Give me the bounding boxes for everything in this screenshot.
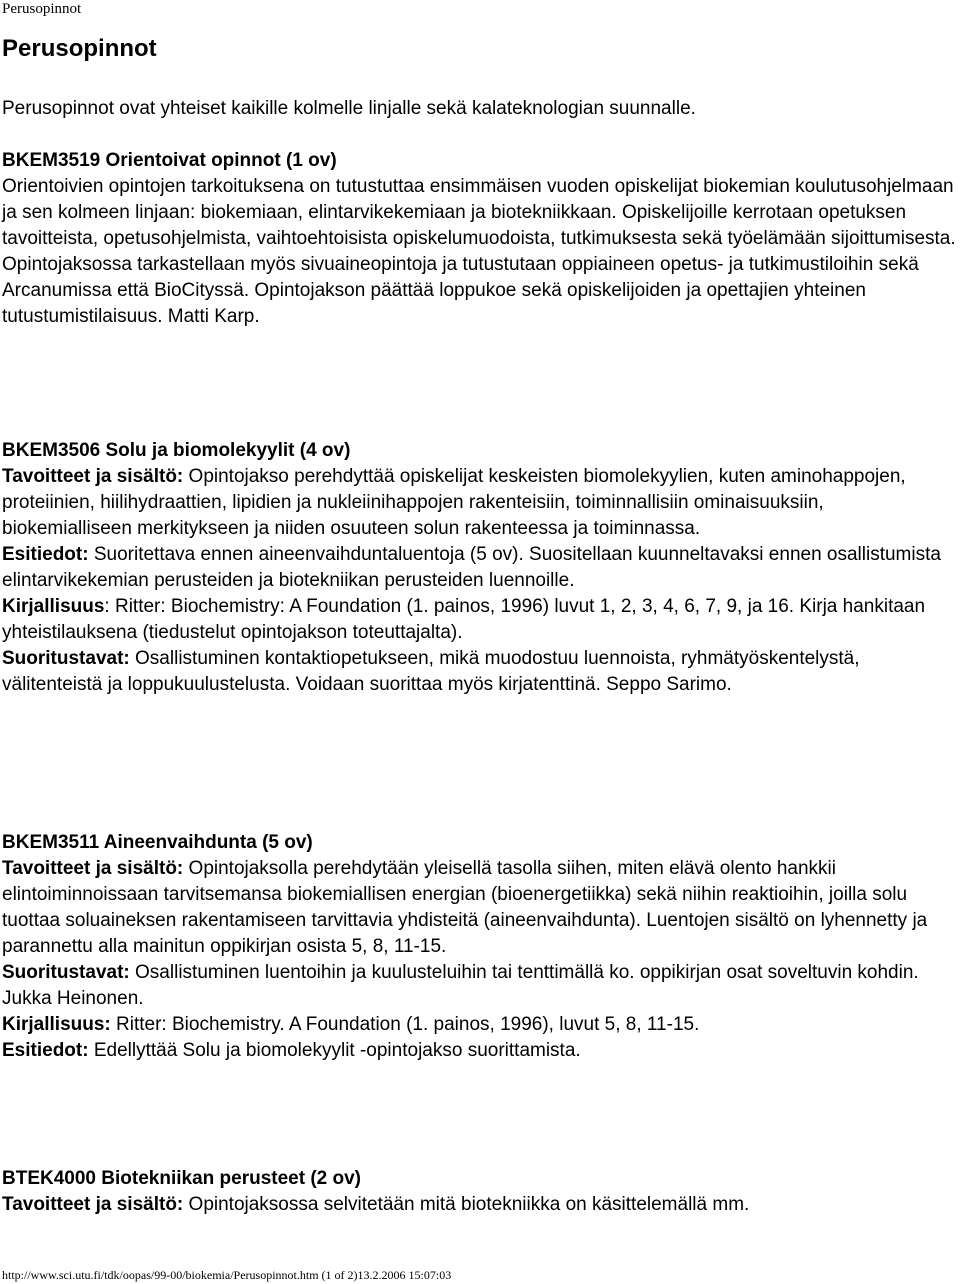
- completion-label: Suoritustavat:: [2, 648, 130, 669]
- course-title: BKEM3511 Aineenvaihdunta (5 ov): [2, 832, 313, 853]
- course-bkem3519: [2, 148, 958, 330]
- literature-text: Ritter: Biochemistry. A Foundation (1. painos, 1996), luvut 5, 8, 11-15.: [110, 1014, 700, 1035]
- prereq-text: Suoritettava ennen aineenvaihduntaluentoja (5 ov). Suositellaan kuunneltavaksi ennen osallistumista elintarvikekemian perusteiden ja biotekniikan perusteiden luennoille.: [2, 544, 941, 591]
- prereq-text: Edellyttää Solu ja biomolekyylit -opintojakso suorittamista.: [88, 1040, 581, 1061]
- goals-paragraph: [2, 1194, 749, 1215]
- course-title: BTEK4000 Biotekniikan perusteet (2 ov): [2, 1168, 361, 1189]
- prereq-label: Esitiedot:: [2, 1040, 89, 1061]
- goals-label: Tavoitteet ja sisältö:: [2, 466, 184, 487]
- goals-text: Opintojaksossa selvitetään mitä biotekniikka on käsittelemällä mm.: [183, 1194, 750, 1215]
- goals-text: Opintojakso perehdyttää opiskelijat keskeisten biomolekyylien, kuten aminohappojen, proteiinien, hiilihydraattien, lipidien ja nukleiinihappojen rakenteisiin, toiminnallisiin ominaisuuksiin, biokemialliseen merkitykseen ja niiden osuuteen solun rakenteessa ja toiminnassa.: [2, 466, 906, 539]
- goals-label: Tavoitteet ja sisältö:: [2, 858, 184, 879]
- course-title: BKEM3519 Orientoivat opinnot (1 ov): [2, 150, 337, 171]
- goals-label: Tavoitteet ja sisältö:: [2, 1194, 184, 1215]
- prereq-paragraph: [2, 1040, 581, 1061]
- prereq-paragraph: [2, 544, 941, 591]
- completion-paragraph: [2, 962, 919, 1009]
- page-title: Perusopinnot: [2, 35, 157, 62]
- prereq-label: Esitiedot:: [2, 544, 89, 565]
- literature-label: Kirjallisuus:: [2, 1014, 111, 1035]
- goals-paragraph: [2, 466, 906, 539]
- completion-text: Osallistuminen luentoihin ja kuulusteluihin tai tenttimällä ko. oppikirjan osat soveltuvin kohdin. Jukka Heinonen.: [2, 962, 919, 1009]
- literature-text: : Ritter: Biochemistry: A Foundation (1. painos, 1996) luvut 1, 2, 3, 4, 6, 7, 9, ja 16. Kirja hankitaan yhteistilauksena (tiedustelut opintojakson toteuttajalta).: [2, 596, 926, 643]
- literature-paragraph: [2, 1014, 699, 1035]
- literature-paragraph: [2, 596, 925, 643]
- completion-label: Suoritustavat:: [2, 962, 130, 983]
- course-btek4000: [2, 1166, 958, 1218]
- page-footer-url: http://www.sci.utu.fi/tdk/oopas/99-00/biokemia/Perusopinnot.htm (1 of 2)13.2.2006 15:07:03: [2, 1268, 452, 1282]
- completion-paragraph: [2, 648, 860, 695]
- goals-text: Opintojaksolla perehdytään yleisellä tasolla siihen, miten elävä olento hankkii elintoiminnoissaan tarvitsemansa biokemiallisen energian (bioenergetiikka) sekä niihin reaktioihin, joilla solu tuottaa soluaineksen rakentamiseen tarvittavia yhdisteitä (aineenvaihdunta). Luentojen sisältö on lyhennetty ja parannettu alla mainitun oppikirjan osista 5, 8, 11-15.: [2, 858, 928, 957]
- completion-text: Osallistuminen kontaktiopetukseen, mikä muodostuu luennoista, ryhmätyöskentelystä, välitenteistä ja loppukuulustelusta. Voidaan suorittaa myös kirjatenttinä. Seppo Sarimo.: [2, 648, 860, 695]
- course-title: BKEM3506 Solu ja biomolekyylit (4 ov): [2, 440, 351, 461]
- course-description: Orientoivien opintojen tarkoituksena on tutustuttaa ensimmäisen vuoden opiskelijat biokemian koulutusohjelmaan ja sen kolmeen linjaan: biokemiaan, elintarvikekemiaan ja biotekniikkaan. Opiskelijoille kerrotaan opetuksen tavoitteista, opetusohjelmista, vaihtoehtoisista opiskelumuodoista, tutkimuksesta sekä työelämään sijoittumisesta. Opintojaksossa tarkastellaan myös sivuaineopintoja ja tutustutaan oppiaineen opetus- ja tutkimustiloihin sekä Arcanumissa että BioCityssä. Opintojakson päättää loppukoe sekä opiskelijoiden ja opettajien yhteinen tutustumistilaisuus. Matti Karp.: [2, 176, 956, 327]
- literature-label: Kirjallisuus: [2, 596, 105, 617]
- goals-paragraph: [2, 858, 927, 957]
- course-bkem3506: [2, 438, 958, 698]
- course-bkem3511: [2, 830, 958, 1064]
- browser-header-title: Perusopinnot: [2, 1, 82, 17]
- intro-paragraph: Perusopinnot ovat yhteiset kaikille kolmelle linjalle sekä kalateknologian suunnalle.: [2, 98, 696, 119]
